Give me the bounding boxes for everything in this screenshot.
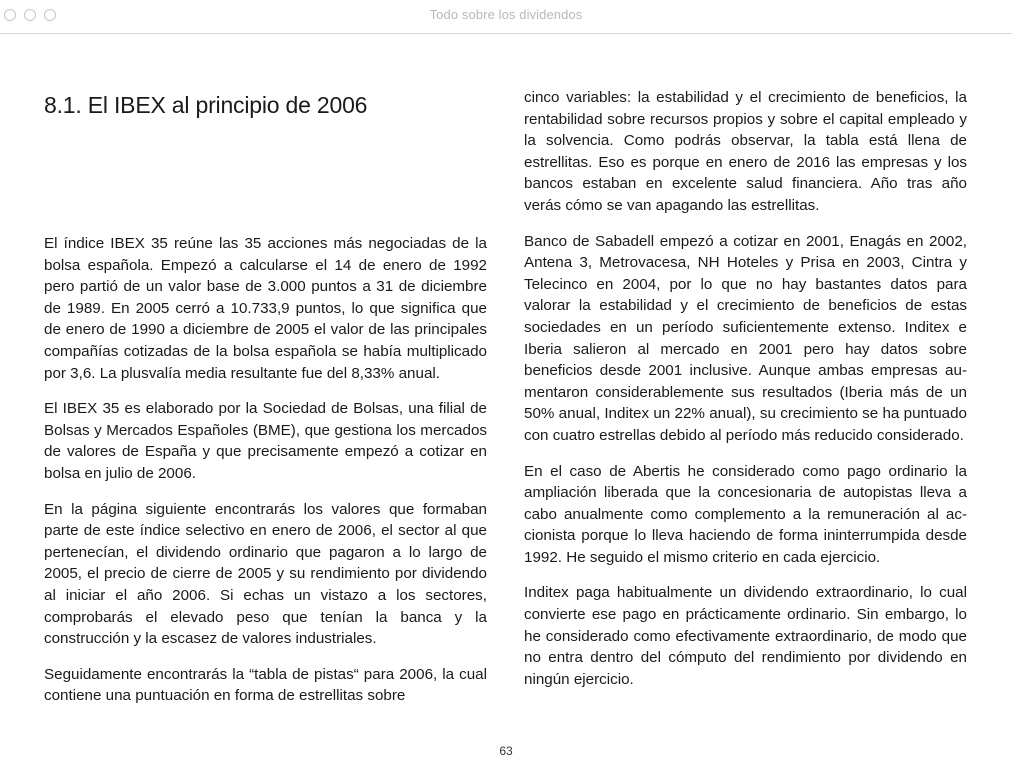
paragraph: El índice IBEX 35 reúne las 35 acciones más negociadas de la bolsa española. Empezó a calcularse el 14 de enero de 1992 pero partió de un valor base de 3.000 puntos a 31 de diciembre de 1989. En 2005 cerró a 10.733,9 puntos, lo que significa que de enero de 1990 a diciembre de 2005 el valor de las principales compañías cotizadas de la bolsa española se había multiplicado por 3,6. La plusvalía media resultante fue del 8,33% anual. — [44, 235, 487, 382]
paragraph: Banco de Sabadell empezó a cotizar en 2001, Enagás en 2002, Antena 3, Metrovacesa, NH Hoteles y Prisa en 2003, Cintra y Telecinco en 2004, por lo que no hay bastantes datos para valorar la estabilidad y el crecimiento de beneficios de estas sociedades en un período suficientemente extenso. Inditex e Iberia salieron al mercado en 2001 pero hay datos sobre beneficios desde 2001 inclusive. Aunque ambas empresas aumentaron considerablemente sus resultados (Iberia más de un 50% anual, Inditex un 22% anual), su crecimiento se ha puntuado con cuatro estrellas debido al período más reducido considerado. — [524, 232, 967, 444]
paragraph: En la página siguiente encontrarás los valores que formaban parte de este índice selectivo en enero de 2006, el sector al que pertenecían, el dividendo ordinario que pagaron a lo largo de 2005, el precio de cierre de 2005 y su rendimiento por dividendo al iniciar el año 2006. Si echas un vistazo a los sectores, comprobarás el elevado peso que tenían la banca y la construcción y la escasez de valores industriales. — [44, 500, 487, 648]
paragraph: cinco variables: la estabilidad y el crecimiento de beneficios, la rentabilidad sobre recursos propios y sobre el capital empleado y la solvencia. Como podrás observar, la tabla está llena de estrellitas. Eso es porque en enero de 2016 las empresas y los bancos estaban en excelente salud financiera. Año tras año verás cómo se van apagando las estrellitas. — [524, 89, 967, 214]
paragraph: Inditex paga habitualmente un dividendo extraordinario, lo cual convierte ese pago en prácticamente ordinario. Sin embargo, lo he considerado como efectivamente extraordinario, de modo que no entra dentro del cómputo del rendimiento por dividendo en ningún ejercicio. — [524, 584, 967, 688]
title-bar — [0, 0, 1012, 34]
paragraph: En el caso de Abertis he considerado como pago ordinario la ampliación liberada que la concesionaria de autopistas lleva a cabo anualmente como complemento a la remuneración al accionista porque lo lleva haciendo de forma ininterrumpida desde 1992. He seguido el mismo criterio en cada ejercicio. — [524, 462, 967, 566]
paragraph: Seguidamente encontrarás la “tabla de pistas“ para 2006, la cual contiene una puntuación en forma de estrellitas sobre — [44, 665, 487, 705]
right-column — [524, 87, 967, 704]
left-column — [44, 233, 487, 721]
paragraph: El IBEX 35 es elaborado por la Sociedad de Bolsas, una filial de Bolsas y Mercados Españoles (BME), que gestiona los mercados de valores de España y que precisamente empezó a cotizar en bolsa en julio de 2006. — [44, 400, 487, 482]
page-number: 63 — [499, 744, 513, 758]
section-heading: 8.1. El IBEX al principio de 2006 — [44, 92, 368, 118]
window-title: Todo sobre los dividendos — [429, 7, 583, 22]
